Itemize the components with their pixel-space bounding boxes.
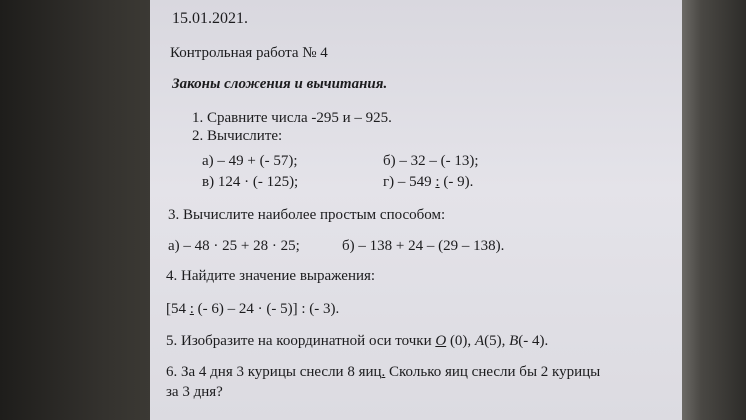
task-1: 1. Сравните числа -295 и – 925. xyxy=(192,110,392,126)
task-5-text: 5. Изобразите на координатной оси точки xyxy=(166,333,436,349)
task-5 xyxy=(166,333,548,350)
task-5-point-b: B xyxy=(509,333,519,349)
task-4-heading: 4. Найдите значение выражения: xyxy=(166,268,376,284)
task-3-item-a: а) – 48 · 25 + 28 · 25; xyxy=(168,238,300,254)
task-2-item-g-suffix: (- 9). xyxy=(439,174,474,190)
task-2-item-v: в) 124 · (- 125); xyxy=(202,174,299,190)
document-date: 15.01.2021. xyxy=(172,10,248,27)
task-2-item-g-prefix: г) – 549 xyxy=(383,174,436,190)
task-4-expression xyxy=(166,301,339,318)
task-2-item-b: б) – 32 – (- 13); xyxy=(383,153,479,169)
task-5-point-o: O xyxy=(435,333,447,349)
task-6-line-2: за 3 дня? xyxy=(166,384,223,400)
document-title: Контрольная работа № 4 xyxy=(170,45,328,61)
task-6-text-b: Сколько яиц снесли бы 2 курицы xyxy=(385,364,601,380)
task-6-line-1 xyxy=(166,364,600,381)
task-4-expr-colon: : xyxy=(189,301,194,317)
monitor-bezel-left xyxy=(0,0,150,420)
task-2-heading: 2. Вычислите: xyxy=(192,128,283,144)
document-page xyxy=(150,0,682,420)
task-2-item-a: а) – 49 + (- 57); xyxy=(202,153,298,169)
task-2-item-g-colon: : xyxy=(435,174,440,190)
task-5-point-b-value: (- 4). xyxy=(518,333,549,349)
task-4-expr-suffix: (- 6) – 24 · (- 5)] : (- 3). xyxy=(193,301,340,317)
task-3-heading: 3. Вычислите наиболее простым способом: xyxy=(168,207,446,223)
monitor-bezel-right xyxy=(682,0,746,420)
task-4-expr-prefix: [54 xyxy=(166,301,190,317)
task-5-point-a-value: (5), xyxy=(484,333,510,349)
task-2-item-g xyxy=(383,174,473,191)
document-subtitle: Законы сложения и вычитания. xyxy=(172,76,388,92)
task-5-point-o-value: (0), xyxy=(446,333,475,349)
task-6-text-a: 6. За 4 дня 3 курицы снесли 8 яиц xyxy=(166,364,382,380)
task-5-point-a: A xyxy=(474,333,485,349)
task-3-item-b: б) – 138 + 24 – (29 – 138). xyxy=(342,238,505,254)
task-6-dot: . xyxy=(381,364,386,380)
